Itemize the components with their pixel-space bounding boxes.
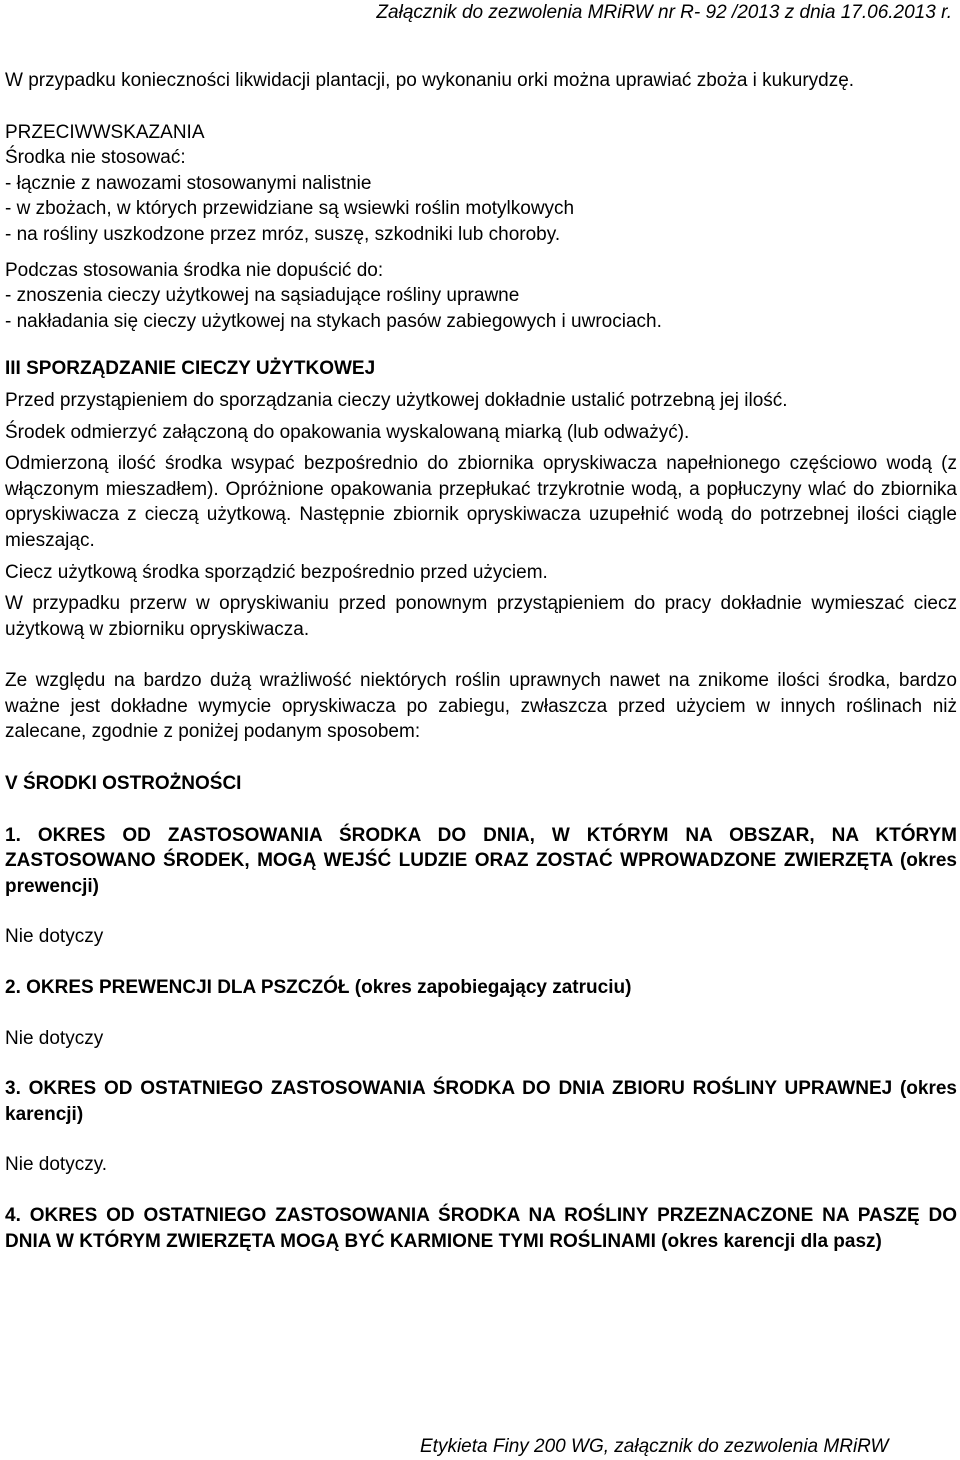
section3-paragraph: W przypadku przerw w opryskiwaniu przed ponownym przystąpieniem do pracy dokładnie wymieszać ciecz użytkową w zbiorniku opryskiwacza. [5, 593, 957, 640]
precaution-value: Nie dotyczy. [5, 1154, 108, 1176]
contraindication-item: - w zbożach, w których przewidziane są wsiewki roślin motylkowych [5, 198, 575, 220]
precaution-value: Nie dotyczy [5, 926, 104, 948]
document-body [5, 68, 957, 1254]
section3-paragraph: Środek odmierzyć załączoną do opakowania wyskalowaną miarką (lub odważyć). [5, 421, 690, 443]
precaution-heading: 3. OKRES OD OSTATNIEGO ZASTOSOWANIA ŚRODKA DO DNIA ZBIORU ROŚLINY UPRAWNEJ (okres karencji) [5, 1078, 957, 1125]
contraindications-lead: Środka nie stosować: [5, 147, 186, 169]
sensitivity-paragraph: Ze względu na bardzo dużą wrażliwość niektórych roślin uprawnych nawet na znikome ilości środka, bardzo ważne jest dokładne wymycie opryskiwacza po zabiegu, zwłaszcza przed użyciem w innych roślinach niż zalecane, zgodnie z poniżej podanym sposobem: [5, 670, 957, 743]
during-item: - znoszenia cieczy użytkowej na sąsiadujące rośliny uprawne [5, 285, 520, 307]
precaution-value: Nie dotyczy [5, 1027, 104, 1049]
section5-title: V ŚRODKI OSTROŻNOŚCI [5, 773, 242, 795]
page-footer: Etykieta Finy 200 WG, załącznik do zezwolenia MRiRW [420, 1436, 889, 1457]
section3-paragraph: Ciecz użytkową środka sporządzić bezpośrednio przed użyciem. [5, 561, 548, 583]
contraindications-title: PRZECIWWSKAZANIA [5, 121, 205, 143]
precaution-heading: 2. OKRES PREWENCJI DLA PSZCZÓŁ (okres zapobiegający zatruciu) [5, 977, 632, 999]
section3-paragraph: Przed przystąpieniem do sporządzania cieczy użytkowej dokładnie ustalić potrzebną jej ilość. [5, 389, 788, 411]
precaution-heading: 1. OKRES OD ZASTOSOWANIA ŚRODKA DO DNIA, W KTÓRYM NA OBSZAR, NA KTÓRYM ZASTOSOWANO ŚRODEK, MOGĄ WEJŚĆ LUDZIE ORAZ ZOSTAĆ WPROWADZONE ZWIERZĘTA (okres prewencji) [5, 824, 957, 897]
section3-paragraph: Odmierzoną ilość środka wsypać bezpośrednio do zbiornika opryskiwacza napełnionego częściowo wodą (z włączonym mieszadłem). Opróżnione opakowania przepłukać trzykrotnie wodą, a popłuczyny wlać do zbiornika opryskiwacza z cieczą użytkową. Następnie zbiornik opryskiwacza uzupełnić wodą do potrzebnej ilości ciągle mieszając. [5, 453, 957, 551]
during-lead: Podczas stosowania środka nie dopuścić do: [5, 259, 384, 281]
intro-paragraph: W przypadku konieczności likwidacji plantacji, po wykonaniu orki można uprawiać zboża i kukurydzę. [5, 70, 855, 91]
contraindication-item: - łącznie z nawozami stosowanymi nalistnie [5, 172, 372, 194]
during-item: - nakładania się cieczy użytkowej na stykach pasów zabiegowych i uwrociach. [5, 310, 662, 332]
section3-title: III SPORZĄDZANIE CIECZY UŻYTKOWEJ [5, 358, 376, 380]
precaution-heading: 4. OKRES OD OSTATNIEGO ZASTOSOWANIA ŚRODKA NA ROŚLINY PRZEZNACZONE NA PASZĘ DO DNIA W KTÓRYM ZWIERZĘTA MOGĄ BYĆ KARMIONE TYMI ROŚLINAMI (okres karencji dla pasz) [5, 1205, 957, 1252]
contraindication-item: - na rośliny uszkodzone przez mróz, suszę, szkodniki lub choroby. [5, 223, 561, 245]
page-header: Załącznik do zezwolenia MRiRW nr R- 92 /2013 z dnia 17.06.2013 r. [376, 2, 952, 23]
